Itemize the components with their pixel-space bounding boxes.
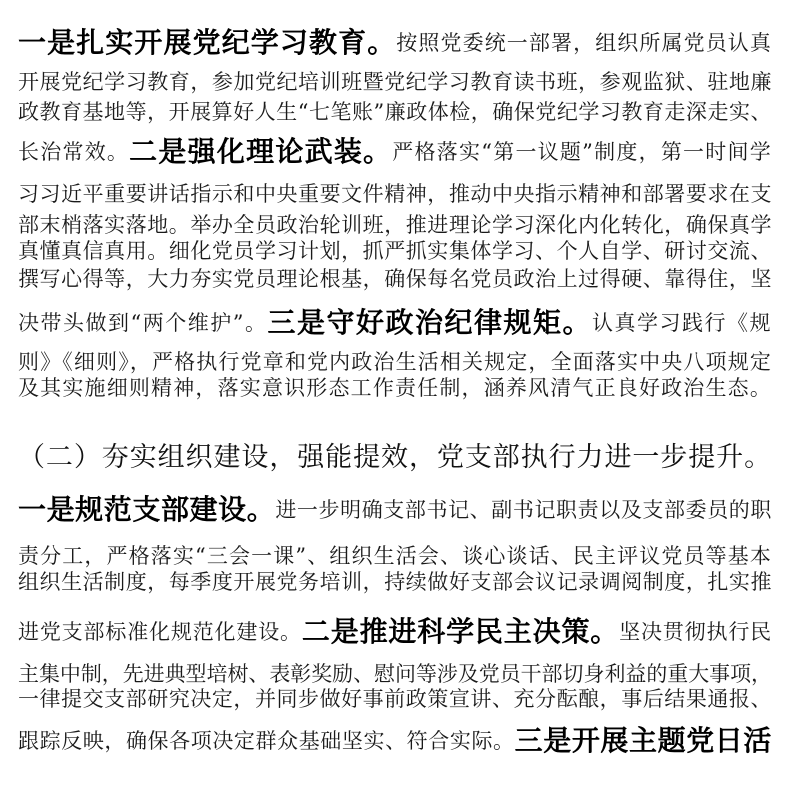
body-text: 真懂真信真用。细化党员学习计划，抓严抓实集体学习、个人自学、研讨交流、 [18, 239, 772, 263]
body-text: 进党支部标准化规范化建设。 [18, 620, 302, 644]
text-line [18, 370, 772, 406]
body-text: 严格落实“第一议题”制度，第一时间学 [392, 140, 772, 164]
body-text: 认真学习践行《规 [592, 311, 772, 335]
body-text: 一律提交支部研究决定，并同步做好事前政策宣讲、充分酝酿，事后结果通报、 [18, 687, 772, 711]
body-text: 长治常效。 [18, 140, 130, 164]
heading-text: （二）夯实组织建设，强能提效，党支部执行力进一步提升。 [18, 442, 772, 473]
bold-subheading: 三是守好政治纪律规矩。 [267, 306, 592, 339]
text-line [18, 614, 772, 650]
body-text: 按照党委统一部署，组织所属党员认真 [396, 31, 772, 55]
bold-subheading: 一是规范支部建设。 [18, 493, 276, 526]
text-line [18, 134, 772, 170]
section-heading [18, 440, 772, 476]
text-line [18, 723, 772, 759]
body-text: 责分工，严格落实“三会一课”、组织生活会、谈心谈话、民主评议党员等基本 [18, 544, 772, 568]
bold-subheading: 一是扎实开展党纪学习教育。 [18, 26, 397, 59]
body-text: 习习近平重要讲话指示和中央重要文件精神，推动中央指示精神和部署要求在支 [18, 182, 772, 206]
text-line [18, 94, 772, 130]
text-line [18, 261, 772, 297]
body-text: 组织生活制度，每季度开展党务培训，持续做好支部会议记录调阅制度，扎实推 [18, 570, 772, 594]
body-text: 进一步明确支部书记、副书记职责以及支部委员的职 [275, 498, 772, 522]
text-line [18, 305, 772, 341]
body-text: 主集中制，先进典型培树、表彰奖励、慰问等涉及党员干部切身利益的重大事项， [18, 662, 772, 686]
body-text: 政教育基地等，开展算好人生“七笔账”廉政体检，确保党纪学习教育走深走实、 [18, 100, 772, 124]
text-line [18, 564, 772, 600]
text-line [18, 25, 772, 61]
body-text: 坚决贯彻执行民 [619, 620, 773, 644]
body-text: 跟踪反映，确保各项决定群众基础坚实、符合实际。 [18, 729, 515, 753]
body-text: 决带头做到“两个维护”。 [18, 311, 268, 335]
body-text: 开展党纪学习教育，参加党纪培训班暨党纪学习教育读书班，参观监狱、驻地廉 [18, 70, 772, 94]
body-text: 及其实施细则精神，落实意识形态工作责任制，涵养风清气正良好政治生态。 [18, 376, 772, 400]
text-line [18, 681, 772, 717]
text-line [18, 492, 772, 528]
bold-subheading: 三是开展主题党日活 [514, 724, 772, 757]
bold-subheading: 二是推进科学民主决策。 [301, 615, 620, 648]
body-text: 部末梢落实落地。举办全员政治轮训班，推进理论学习深化内化转化，确保真学 [18, 213, 772, 237]
body-text: 则》《细则》，严格执行党章和党内政治生活相关规定，全面落实中央八项规定 [18, 350, 772, 374]
body-text: 撰写心得等，大力夯实党员理论根基，确保每名党员政治上过得硬、靠得住，坚 [18, 267, 772, 291]
bold-subheading: 二是强化理论武装。 [129, 135, 393, 168]
